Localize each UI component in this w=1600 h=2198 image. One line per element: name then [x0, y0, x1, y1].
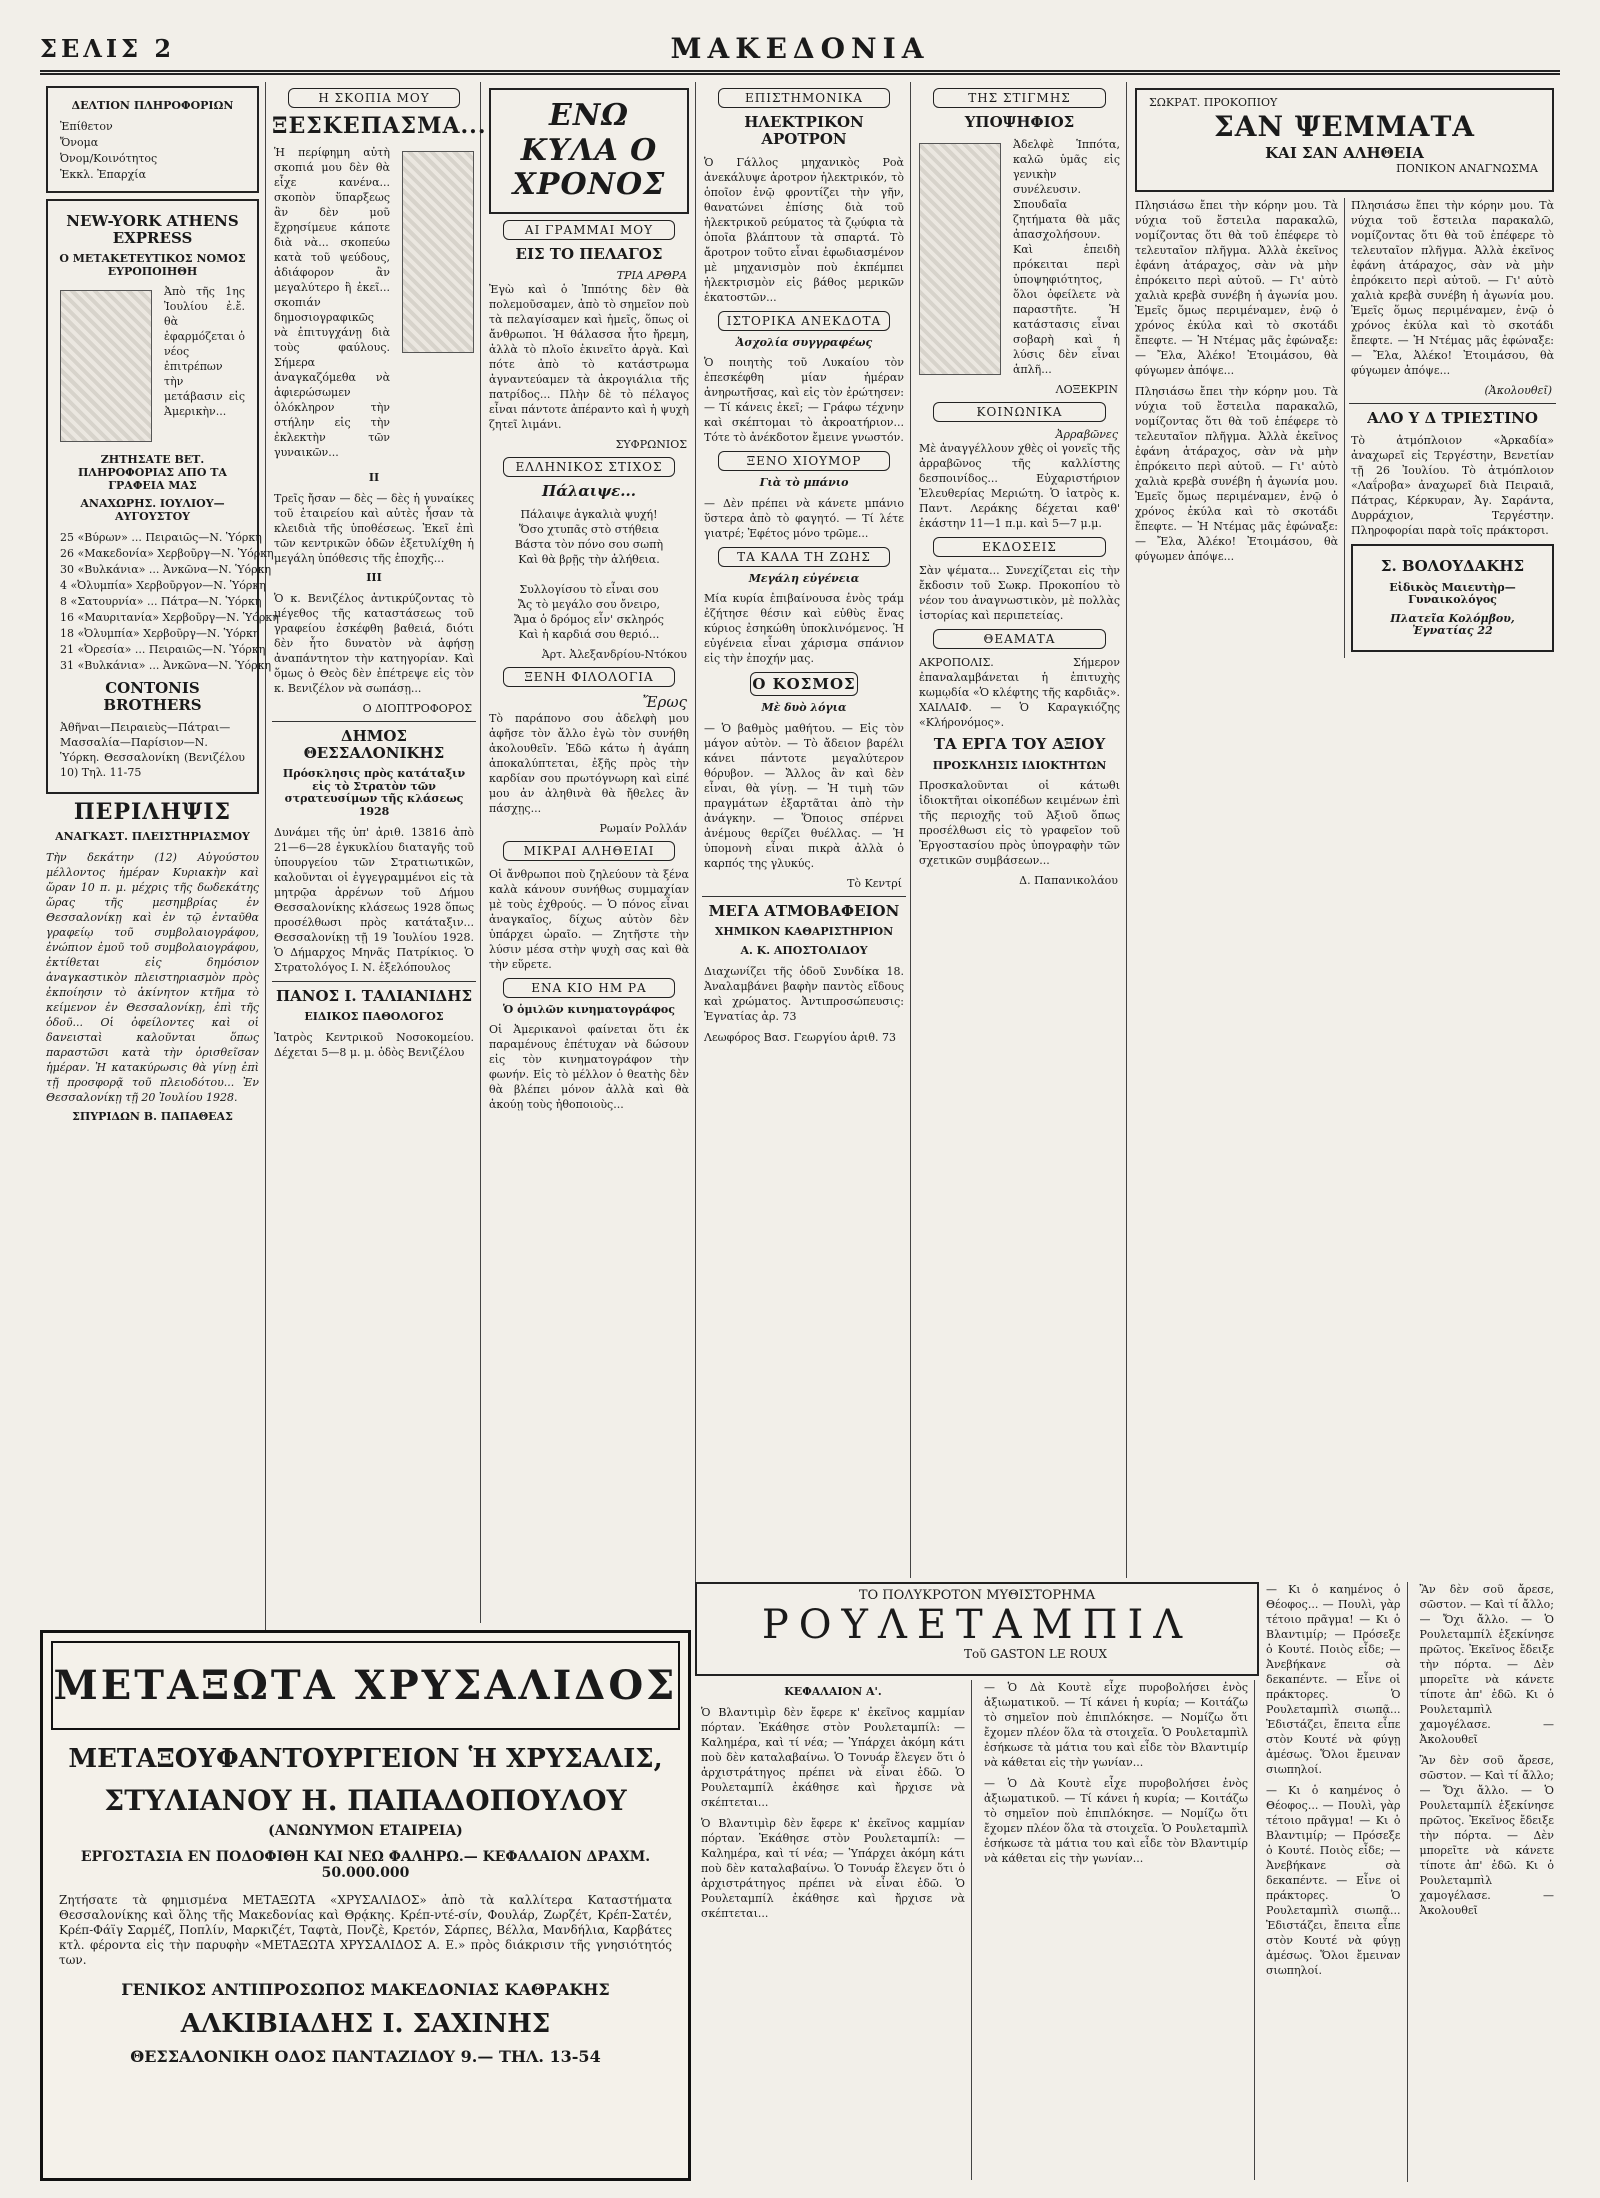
- article-title: ΥΠΟΨΗΦΙΟΣ: [964, 113, 1075, 131]
- theatre-text: ΑΚΡΟΠΟΛΙΣ. Σήμερον ἐπαναλαμβάνεται ἡ ἐπιτυχὴς κωμῳδία «Ὁ κλέφτης τῆς καρδιᾶς». ΧΑΙΛΑΙΦ. — Ὁ Καραγκιόζης «Κλήρονόμος».: [919, 656, 1120, 730]
- doctor-specialty: ΕΙΔΙΚΟΣ ΠΑΘΟΛΟΓΟΣ: [304, 1009, 444, 1023]
- anecdote-title: Ἀσχολία συγγραφέως: [735, 335, 873, 349]
- article-author: ΛΟΞΕΚΡΙΝ: [1055, 383, 1118, 397]
- article-text: Ἡ περίφημη αὐτὴ σκοπιά μου δὲν θὰ εἶχε κανένα... σκοπὸν ὕπαρξεως ἂν δὲν μοῦ ἔχρησίμευε κάποτε διὰ νὰ... σκοπεύω κατὰ τοῦ ψεύδους, ἀδιάφορον ἂν μεγαλύτερο ἢ ἐκεῖ... σκοπιάν δημοσιογραφικῶς νὰ ἐπιτυγχάνῃ διὰ τοὺς φαύλους. Σήμερα ἀναγκαζόμεθα νὰ ἀφιερώσωμεν ὁλόκληρον τὴν στήλην εἰς τὴν ἐκλεκτὴν τῶν γυναικῶν...: [274, 146, 390, 460]
- serial-text: — Ὁ Δὰ Κουτὲ εἶχε πυροβολήσει ἐνὸς ἀξιωματικοῦ. — Τί κάνει ἡ κυρία; — Κοιτάζω τὸ σημεῖον ποὺ ἐπιπλόκησε. — Νομίζω ὅτι ἔχομεν πλέον ὅλα τὰ στοιχεῖα. Ὁ Ρουλεταμπὶλ ἐσήκωσε τὰ μάτια του καὶ εἶδε τὸν Βλαντιμίρ νὰ κάθεται εἰς τὴν γωνίαν...: [984, 1681, 1248, 1769]
- sailing-item: 26 «Μακεδονία» Χερβοῦργ—Ν. Ὑόρκη: [60, 546, 274, 560]
- section-numeral: III: [366, 570, 382, 584]
- column-kicker: ΤΑ ΚΑΛΑ ΤΗ ΖΩΗΣ: [718, 547, 890, 567]
- serial-text: Ὁ Βλαντιμὶρ δὲν ἔφερε κ' ἐκεῖνος καμμίαν πόρταν. Ἐκάθησε στὸν Ρουλεταμπίλ: — Καλημέρα, καὶ τί νέα; — Ὑπάρχει ἀκόμη κάτι ποὺ δὲν καταλαβαίνω. Ὁ Τονυάρ ἔλεγεν ὅτι ὁ ἀρχιστράτηγος πρέπει νὰ εἶναι ἐδῶ. Ὁ Ρουλεταμπίλ ἐκάθησε καὶ ἤρχισε νὰ σκέπτεται...: [701, 1705, 965, 1809]
- cinema-text: Οἱ Ἀμερικανοὶ φαίνεται ὅτι ἐκ παραμένους ἐπέτυχαν νὰ δώσουν εἰς τὸν κινηματογράφον τὴν φωνήν. Εἰς τὸ μέλλον ὁ θεατὴς δὲν θὰ βλέπει μόνον ἀλλὰ καὶ θὰ ἀκούῃ τοὺς ἠθοποιοὺς...: [489, 1023, 689, 1112]
- shipping-ad: [46, 199, 279, 794]
- story-title: Ἔρως: [642, 692, 687, 711]
- column-kicker: ΕΠΙΣΤΗΜΟΝΙΚΑ: [718, 88, 890, 108]
- section-numeral: II: [368, 471, 380, 485]
- shipping-title: NEW-YORK ATHENS EXPRESS: [66, 211, 239, 247]
- serial-body: [695, 1680, 1255, 2180]
- masthead: [40, 30, 1560, 75]
- form-field: Ὀνομ/Κοινότητος: [60, 151, 158, 165]
- world-heading: Ο ΚΟΣΜΟΣ: [750, 672, 858, 696]
- article-author: ΣΥΦΡΩΝΙΟΣ: [615, 438, 687, 452]
- sailing-item: 21 «Ὀρεσία» ... Πειραιῶς—Ν. Ὑόρκη: [60, 642, 266, 656]
- column-kicker: ΕΛΛΗΝΙΚΟΣ ΣΤΙΧΟΣ: [503, 457, 675, 477]
- silk-advertisement: [40, 1630, 691, 2181]
- article-text: Ὁ κ. Βενιζέλος ἀντικρύζοντας τὸ μέγεθος τῆς καταστάσεως τοῦ γραφείου ἐσκέφθη βαθειά, διότι δὲν ἦτο δυνατὸν νὰ ἀφήσῃ ἀναπάντητον τὴν κατηγορίαν. Καὶ ὅμως ὁ Θεὸς δὲν ἐπέτρεψε εἰς τὸν κ. Βενιζέλον νὰ σωπάσῃ...: [274, 591, 474, 695]
- doctor-specialty: Εἰδικὸς Μαιευτὴρ—Γυναικολόγος: [1389, 580, 1516, 607]
- story-text: Τὸ παράπονο σου ἀδελφὴ μου ἀφῆσε τὸν ἄλλο ἐγὼ τὸν συνήθη ἀκολουθεῖν. Ἐδῶ κάτω ἡ ἀγάπη ἀποκαλύπτεται, ἐξῆς πρὸς τὴν καρδίαν σου πρωτόγνωρη καὶ εἰπέ μου ἀν ἀληθινὰ θὰ ἤθελες ἂν πάσχῃς...: [489, 711, 689, 815]
- column-kicker: ΞΕΝΟ ΧΙΟΥΜΟΡ: [718, 451, 890, 471]
- serial-kicker: ΤΟ ΠΟΛΥΚΡΟΤΟΝ ΜΥΘΙΣΤΟΡΗΜΑ: [858, 1588, 1096, 1603]
- info-form-ad: [46, 86, 259, 193]
- column-kicker: Η ΣΚΟΠΙΑ ΜΟΥ: [288, 88, 460, 108]
- departures-heading: ΑΝΑΧΩΡΗΣ. ΙΟΥΛΙΟΥ—ΑΥΓΟΥΣΤΟΥ: [80, 497, 225, 523]
- sailing-item: 30 «Βυλκάνια» ... Ἀνκῶνα—Ν. Ὑόρκη: [60, 562, 272, 576]
- info-form-fields: [60, 119, 245, 183]
- article-text: Τρεῖς ἤσαν — δὲς — δὲς ἡ γυναίκες τοῦ ἐταιρείου καὶ αὐτὲς ἦσαν τὰ κλειδιὰ τῆς ὑποθέσεως. Ἐκεῖ ἐπὶ τῶν κεντρικῶν ὁδῶν ἐξετυλίχθη ἡ μεγάλη ὑπόθεσις τῆς ἐποχῆς...: [274, 491, 474, 565]
- ad-body: Ζητήσατε τὰ φημισμένα ΜΕΤΑΞΩΤΑ «ΧΡΥΣΑΛΙΔΟΣ» ἀπὸ τὰ καλλίτερα Καταστήματα Θεσσαλονίκης καὶ ὅλης τῆς Μακεδονίας καὶ Θρᾴκης. Κρέπ-ντέ-σίν, Φουλάρ, Ζωρζέτ, Κρέπ-Σατέν, Κρέπ-Φάϊγ Σαρμέζ, Ποπλίν, Μαρκιζέτ, Ταφτὰ, Πονζὲ, Κρετόν, Σάρπες, Βέλλα, Μανδήλια, Καρβάτες κτλ. φέροντα εἰς τὴν παρυφὴν «ΜΕΤΑΞΩΤΑ ΧΡΥΣΑΛΙΔΟΣ Α. Ε.» πρὸς διάκρισιν τῆς γνησιότητός των.: [59, 1893, 672, 1967]
- serial-author: Τοῦ GASTON LE ROUX: [963, 1647, 1107, 1661]
- shipping-subtitle: Ο ΜΕΤΑΚΕΤΕΥΤΙΚΟΣ ΝΟΜΟΣ ΕΥΡΟΠΟΙΗΘΗ: [59, 252, 246, 278]
- banner-title-2: ΚΑΙ ΣΑΝ ΑΛΗΘΕΙΑ: [1265, 144, 1424, 163]
- ship-illustration: [60, 290, 152, 442]
- world-text: — Ὁ βαθμὸς μαθήτου. — Εἰς τὸν μάγον αὐτὸν. — Τὸ ἄδειον βαρέλι κάνει πάντοτε μεγαλύτερον θόρυβον. — Ἄλλος ἂν καὶ δὲν εἶναι, θὰ γίνῃ. — Ἡ τιμὴ τῶν πραγμάτων ἐξαρτᾶται ἀπὸ τὴν ἀνάγκην. — Ὅποιος σπέρνει ἀνέμους θερίζει θυέλλας. — Ἡ ὑπομονὴ εἶναι πικρὰ ἀλλὰ ὁ καρπός της γλυκύς.: [704, 722, 904, 871]
- works-title: ΤΑ ΕΡΓΑ ΤΟΥ ΑΞΙΟΥ: [933, 735, 1106, 754]
- notice-title: ΠΕΡΙΛΗΨΙΣ: [73, 799, 232, 826]
- notice-subtitle: ΑΝΑΓΚΑΣΤ. ΠΛΕΙΣΤΗΡΙΑΣΜΟΥ: [55, 830, 250, 844]
- social-title: Ἀρραβῶνες: [1055, 428, 1118, 442]
- figure-illustration: [919, 143, 1001, 375]
- article-subtitle: ΤΡΙΑ ΑΡΘΡΑ: [616, 269, 687, 283]
- newspaper-title: ΜΑΚΕΔΟΝΙΑ: [670, 32, 930, 65]
- cinema-title: Ὁ ὁμιλῶν κινηματογράφος: [503, 1002, 675, 1016]
- form-field: Ἐκκλ. Ἐπαρχία: [60, 167, 147, 181]
- poem-text: Πάλαιψε ἀγκαλιὰ ψυχή! Ὅσο χτυπᾶς στὸ στήθεια Βάστα τὸν πόνο σου σωπὴ Καὶ θὰ βρῇς τὴν ἀλήθεια. Συλλογίσου τὸ εἶναι σου Ἄς τὸ μεγάλο σου ὄνειρο, Ἄμα ὁ δρόμος εἶν' σκληρός Καὶ ἡ καρδιά σου θεριό...: [514, 507, 664, 641]
- shipping-info-line: ΖΗΤΗΣΑΤΕ ΒΕΤ. ΠΛΗΡΟΦΟΡΙΑΣ ΑΠΟ ΤΑ ΓΡΑΦΕΙΑ ΜΑΣ: [78, 453, 227, 492]
- notice-text: Τὴν δεκάτην (12) Αὐγούστου μέλλοντος ἡμέραν Κυριακὴν καὶ ὥραν 10 π. μ. μέχρις τῆς δωδεκάτης ὥρας τῆς μεσημβρίας ἐν Θεσσαλονίκῃ καὶ ἐν τῷ ἐνταῦθα γραφείῳ τοῦ συμβολαιογράφου, ἐνώπιον ἐμοῦ τοῦ συμβολαιογράφου, ἐκτίθεται εἰς δημόσιον ἀναγκαστικὸν πλειστηριασμὸν πρὸς ἐκποίησιν τὸ ἀκίνητον κτῆμα τὸ κείμενον ἐν Θεσσαλονίκῃ, ἐπὶ τῆς ὁδοῦ... Οἱ ὀφείλοντες καὶ οἱ δανεισταὶ καλοῦνται ὅπως παραστῶσι κατὰ τὴν ὁρισθεῖσαν ἡμέραν. Ἡ κατακύρωσις θὰ γίνῃ ἐπὶ τῇ προσφορᾷ τοῦ πλειοδότου... Ἐν Θεσσαλονίκῃ τῇ 20 Ἰουλίου 1928.: [46, 851, 259, 1105]
- banner-title: ΕΝΩ ΚΥΛΑ Ο ΧΡΟΝΟΣ: [512, 98, 666, 203]
- doctor-address: Ἰατρὸς Κεντρικοῦ Νοσοκομείου. Δέχεται 5—8 μ. μ. ὁδὸς Βενιζέλου: [274, 1030, 474, 1059]
- story-author: Ρωμαίν Ρολλάν: [599, 821, 687, 835]
- notice-title: ΔΗΜΟΣ ΘΕΣΣΑΛΟΝΙΚΗΣ: [303, 726, 445, 762]
- shipping-text: Ἀπὸ τῆς 1ης Ἰουλίου ἐ.ἔ. θὰ ἐφαρμόζεται ὁ νέος ἐπιτρέπων τὴν μετάβασιν εἰς Ἀμερικὴν...: [164, 285, 245, 419]
- serial-body-right: [1260, 1582, 1560, 2182]
- info-form-title: ΔΕΛΤΙΟΝ ΠΛΗΡΟΦΟΡΙΩΝ: [71, 99, 234, 112]
- humor-title: Γιὰ τὸ μπάνιο: [759, 476, 849, 490]
- humor-text: — Δὲν πρέπει νὰ κάνετε μπάνιο ὕστερα ἀπὸ τὸ φαγητό. — Τί λέτε γιατρέ; Ἐφέτος μόνο τρῶμε...: [704, 496, 904, 540]
- article-title: ΞΕΣΚΕΠΑΣΜΑ...: [272, 113, 487, 139]
- column-kicker: ΜΙΚΡΑΙ ΑΛΗΘΕΙΑΙ: [503, 841, 675, 861]
- serial-text: Πλησιάσω ἔπει τὴν κόρην μου. Τὰ νύχια τοῦ ἔστειλα παρακαλῶ, νομίζοντας ὅτι θὰ τοῦ ἐπέφερε τὸ τελευταῖον πλῆγμα. Ἀλλὰ ἐκεῖνος ἐφάνη ἀτάραχος, σὰν νὰ μὴν ἐπρόκειτο περὶ αὐτοῦ. — Γι' αὐτὸ χαλιὰ κρεβὰ συνέβη ἡ ἀγωνία μου. Ἐμεῖς ὅμως περιμέναμεν, ἐνῷ ὁ χρόνος ἐκύλα καὶ τὸ σκοτάδι ἔπεφτε. — Ἡ Ντέμας μᾶς ἐφώναξε: — Ἔλα, Ἀλέκο! Ἐτοιμάσου, θὰ φύγωμεν ἀπόψε...: [1135, 385, 1338, 563]
- item-text: Μία κυρία ἐπιβαίνουσα ἑνὸς τράμ ἐζήτησε θέσιν καὶ εὐθὺς ἕνας κύριος ἐσηκώθη ὑποκλινόμενος. Ἡ εὐγένεια εἶναι χάρισμα σπάνιον εἰς τὴν ἐποχήν μας.: [704, 592, 904, 666]
- ad-line: ΣΤΥΛΙΑΝΟΥ Η. ΠΑΠΑΔΟΠΟΥΛΟΥ: [104, 1784, 627, 1817]
- truths-text: Οἱ ἄνθρωποι ποὺ ζηλεύουν τὰ ξένα καλὰ κάνουν συνήθως συμμαχίαν μὲ τοὺς ἐχθρούς. — Ὁ πόνος εἶναι ἀναγκαῖος, δίχως αὐτὸν δὲν ὑπάρχει ὡραῖο. — Ζητῆστε τὴν λύσιν μέσα στὴν ψυχὴ σας καὶ θὰ τὴν εὕρετε.: [489, 867, 689, 971]
- works-author: Δ. Παπανικολάου: [1019, 874, 1118, 888]
- books-text: Σὰν ψέματα... Συνεχίζεται εἰς τὴν ἔκδοσιν τοῦ Σωκρ. Προκοπίου τὸ νέον του ἀναγνωστικὸν, μὲ πολλὰς ἱστορίας καὶ περιπετείας.: [919, 564, 1120, 623]
- sailing-item: 18 «Ὀλυμπία» Χερβοῦργ—Ν. Ὑόρκη: [60, 626, 260, 640]
- serial-banner: [1135, 88, 1554, 192]
- ad-line: ΓΕΝΙΚΟΣ ΑΝΤΙΠΡΟΣΩΠΟΣ ΜΑΚΕΔΟΝΙΑΣ ΚΑΘΡΑΚΗΣ: [121, 1980, 610, 1999]
- sailing-list: [60, 530, 279, 674]
- serial-text: — Κι ὁ καημένος ὁ Θέοφος... — Πουλὶ, γὰρ τέτοιο πρᾶγμα! — Κι ὁ Βλαντιμίρ; — Πρόσεξε ὁ Κουτέ. Ποιὸς εἶδε; — Ἀνεβήκανε σὰ δεκαπέντε. — Εἶνε οἱ πράκτορες. Ὁ Ρουλεταμπὶλ σιωπᾷ... Ἐδιστάζει, ἔπειτα εἶπε στὸν Κουτέ νὰ φύγῃ ἀμέσως. Ὅλοι ἔμειναν σιωπηλοί.: [1266, 1784, 1401, 1977]
- ad-line: ΜΕΤΑΞΟΥΦΑΝΤΟΥΡΓΕΙΟΝ Ἡ ΧΡΥΣΑΛΙΣ,: [68, 1744, 663, 1774]
- serial-text: Πλησιάσω ἔπει τὴν κόρην μου. Τὰ νύχια τοῦ ἔστειλα παρακαλῶ, νομίζοντας ὅτι θὰ τοῦ ἐπέφερε τὸ τελευταῖον πλῆγμα. Ἀλλὰ ἐκεῖνος ἐφάνη ἀτάραχος, σὰν νὰ μὴν ἐπρόκειτο περὶ αὐτοῦ. — Γι' αὐτὸ χαλιὰ κρεβὰ συνέβη ἡ ἀγωνία μου. Ἐμεῖς ὅμως περιμέναμεν, ἐνῷ ὁ χρόνος ἐκύλα καὶ τὸ σκοτάδι ἔπεφτε. — Ἡ Ντέμας μᾶς ἐφώναξε: — Ἔλα, Ἀλέκο! Ἐτοιμάσου, θὰ φύγωμεν ἀπόψε...: [1351, 199, 1554, 377]
- ad-line: (ΑΝΩΝΥΜΟΝ ΕΤΑΙΡΕΙΑ): [268, 1823, 463, 1839]
- social-text: Μὲ ἀναγγέλλουν χθὲς οἱ γονεῖς τῆς ἀρραβῶνος τῆς καλλίστης δεσποινίδος... Εὐχαριστήριον Ἐλευθερίας Μεριώτη. Ὁ ἰατρὸς κ. Παντ. Λεράκης δέχεται καθ' ἑκάστην 11—1 π.μ. καὶ 5—7 μ.μ.: [919, 442, 1120, 531]
- form-field: Ἐπίθετον: [60, 119, 113, 133]
- column-banner: [489, 88, 689, 214]
- world-author: Τὸ Κεντρί: [847, 877, 902, 891]
- article-text: Ἐγὼ καὶ ὁ Ἰππότης δὲν θὰ πολεμοῦσαμεν, ἀπὸ τὸ σημεῖον ποὺ τὰ πελαγίσαμεν καὶ ἡμεῖς, ὅπως οἱ ἄνθρωποι. Ἡ θάλασσα ἦτο ἤρεμη, ἀλλὰ τὸ πλοῖο ἐκινεῖτο ἀργὰ. Καὶ πότε ἀπὸ τὸ κατάστρωμα ἀγναντεύαμεν τὰ ἀκρογιάλια τῆς πατρίδος... Πλὴν δὲ τὸ πέλαγος εἶναι πάντοτε ἀπέραντο καὶ ἡ ψυχὴ ζητεῖ λιμάνι.: [489, 283, 689, 432]
- column-kicker: ΤΗΣ ΣΤΙΓΜΗΣ: [933, 88, 1105, 108]
- sailing-item: 31 «Βυλκάνια» ... Ἀνκῶνα—Ν. Ὑόρκη: [60, 658, 272, 672]
- article-text: Ὁ Γάλλος μηχανικὸς Ροὰ ἀνεκάλυψε ἀροτρον ἠλεκτρικόν, τὸ ὁποῖον ἐνῷ φροντίζει τὴν γῆν, θανατώνει ἐπίσης διὰ τοῦ ἠλεκτρικοῦ ρεύματος τὰ ζῳύφια τὰ ὁποῖα βλάπτουν τὰ σπαρτά. Τὸ ἄροτρον τοῦτο εἶναι ἐφωδιασμένον μὲ μηχανισμὸν ποὺ ἐκπέμπει ἠλεκτρισμὸν εἰς βάθος μερικῶν ἑκατοστῶν...: [704, 155, 904, 304]
- column-kicker: ΕΝΑ ΚΙΟ ΗΜ ΡΑ: [503, 978, 675, 998]
- ad-title: ΜΕΤΑΞΩΤΑ ΧΡΥΣΑΛΙΔΟΣ: [53, 1662, 678, 1709]
- column-kicker: ΕΚΔΟΣΕΙΣ: [933, 537, 1105, 557]
- article-title: ΗΛΕΚΤΡΙΚΟΝ ΑΡΟΤΡΟΝ: [744, 113, 864, 149]
- column-kicker: ΘΕΑΜΑΤΑ: [933, 629, 1105, 649]
- company-address: Ἀθῆναι—Πειραιεὺς—Πάτραι—Μασσαλία—Παρίσιον—Ν. Ὑόρκη. Θεσσαλονίκη (Βενιζέλου 10) Τηλ. 11-75: [60, 721, 245, 780]
- notice-signature: ΣΠΥΡΙΔΩΝ Β. ΠΑΠΑΘΕΑΣ: [72, 1110, 233, 1124]
- serial-banner: [695, 1582, 1259, 1676]
- column-kicker: ΞΕΝΗ ΦΙΛΟΛΟΓΙΑ: [503, 667, 675, 687]
- page-number: ΣΕΛΙΣ 2: [40, 34, 176, 63]
- sailing-item: 16 «Μαυριτανία» Χερβοῦργ—Ν. Ὑόρκη: [60, 610, 279, 624]
- ad-text: Διαχωνίζει τῆς ὁδοῦ Συνδίκα 18. Ἀναλαμβάνει βαφὴν παντὸς εἴδους καὶ χρώματος. Ἀντιπροσώπευσις: Ἐγνατίας ἀρ. 73: [704, 964, 904, 1023]
- anecdote-text: Ὁ ποιητὴς τοῦ Λυκαίου τὸν ἐπεσκέφθη μίαν ἡμέραν ἀνηρωτῆσας, καὶ εἰς τὸν ἐρώτησεν: — Τί κάνεις ἐκεῖ; — Γράφω τέχνην καὶ σκέπτομαι τὸ ἀκροατήριον... Τότε τὸ ἀνέκδοτον ἔμεινε γνωστόν.: [704, 356, 904, 445]
- works-text: Προσκαλοῦνται οἱ κάτωθι ἰδιοκτῆται οἰκοπέδων κειμένων ἐπὶ τῆς περιοχῆς τοῦ Ἀξιοῦ ὅπως προσέλθωσι εἰς τὸ γραφεῖον τοῦ Ἐργοστασίου πρὸς ὑπογραφὴν τῶν σχετικῶν συμβάσεων...: [919, 779, 1120, 868]
- notice-text: Δυνάμει τῆς ὑπ' ἀριθ. 13816 ἀπὸ 21—6—28 ἐγκυκλίου διαταγῆς τοῦ ὑπουργείου τῶν Στρατιωτικῶν, καλοῦνται οἱ ἐγγεγραμμένοι εἰς τὰ μητρῷα ἀρρένων τοῦ Δήμου Θεσσαλονίκης κλάσεως 1928 ὅπως προσέλθωσι πρὸς κατάταξιν... Θεσσαλονίκῃ τῇ 19 Ἰουλίου 1928. Ὁ Δήμαρχος Μηνᾶς Πατρίκιος. Ὁ Στρατολόγος Ι. Ν. ἐξελόπουλος: [274, 825, 474, 974]
- sailing-item: 4 «Ὀλυμπία» Χερβοῦργον—Ν. Ὑόρκη: [60, 578, 266, 592]
- article-title: ΕΙΣ ΤΟ ΠΕΛΑΓΟΣ: [515, 245, 663, 263]
- column-5: [913, 82, 1127, 1578]
- ad-name: Α. Κ. ΑΠΟΣΤΟΛΙΔΟΥ: [740, 943, 868, 957]
- poem-author: Ἀρτ. Ἀλεξανδρίου-Ντόκου: [541, 647, 687, 661]
- serial-text: Ὁ Βλαντιμὶρ δὲν ἔφερε κ' ἐκεῖνος καμμίαν πόρταν. Ἐκάθησε στὸν Ρουλεταμπίλ: — Καλημέρα, καὶ τί νέα; — Ὑπάρχει ἀκόμη κάτι ποὺ δὲν καταλαβαίνω. Ὁ Τονυάρ ἔλεγεν ὅτι ὁ ἀρχιστράτηγος πρέπει νὰ εἶναι ἐδῶ. Ὁ Ρουλεταμπίλ ἐκάθησε καὶ ἤρχισε νὰ σκέπτεται...: [701, 1816, 965, 1920]
- works-subtitle: ΠΡΟΣΚΛΗΣΙΣ ΙΔΙΟΚΤΗΤΩΝ: [932, 758, 1107, 772]
- notice-subtitle: Πρόσκλησις πρὸς κατάταξιν εἰς τὸ Στρατὸν τῶν στρατευσίμων τῆς κλάσεως 1928: [282, 767, 466, 818]
- company-name: CONTONIS BROTHERS: [103, 678, 202, 714]
- doctor-name: ΠΑΝΟΣ Ι. ΤΑΛΙΑΝΙΔΗΣ: [275, 986, 473, 1005]
- ad-line: ΕΡΓΟΣΤΑΣΙΑ ΕΝ ΠΟΔΟΦΙΘΗ ΚΑΙ ΝΕΩ ΦΑΛΗΡΩ.— ΚΕΦΑΛΑΙΟΝ ΔΡΑΧΜ. 50.000.000: [80, 1849, 651, 1881]
- doctor-name: Σ. ΒΟΛΟΥΔΑΚΗΣ: [1380, 557, 1525, 576]
- column-kicker: ΚΟΙΝΩΝΙΚΑ: [933, 402, 1105, 422]
- ad-line: ΑΛΚΙΒΙΑΔΗΣ Ι. ΣΑΧΙΝΗΣ: [180, 2009, 551, 2039]
- doctor-address: Πλατεῖα Κολόμβου, Ἐγνατίας 22: [1390, 611, 1515, 638]
- sailing-item: 25 «Βύρων» ... Πειραιῶς—Ν. Ὑόρκη: [60, 530, 262, 544]
- column-kicker: ΑΙ ΓΡΑΜΜΑΙ ΜΟΥ: [503, 220, 675, 240]
- ad-title: ΜΕΓΑ ΑΤΜΟΒΑΦΕΙΟΝ: [708, 902, 900, 921]
- banner-subtitle: ΠΟΝΙΚΟΝ ΑΝΑΓΝΩΣΜΑ: [1396, 162, 1538, 176]
- ad-subtitle: ΧΗΜΙΚΟΝ ΚΑΘΑΡΙΣΤΗΡΙΟΝ: [714, 925, 894, 939]
- doctor-ad: [1351, 544, 1554, 652]
- column-kicker: ΙΣΤΟΡΙΚΑ ΑΝΕΚΔΟΤΑ: [718, 311, 890, 331]
- serial-text: Πλησιάσω ἔπει τὴν κόρην μου. Τὰ νύχια τοῦ ἔστειλα παρακαλῶ, νομίζοντας ὅτι θὰ τοῦ ἐπέφερε τὸ τελευταῖον πλῆγμα. Ἀλλὰ ἐκεῖνος ἐφάνη ἀτάραχος, σὰν νὰ μὴν ἐπρόκειτο περὶ αὐτοῦ. — Γι' αὐτὸ χαλιὰ κρεβὰ συνέβη ἡ ἀγωνία μου. Ἐμεῖς ὅμως περιμέναμεν, ἐνῷ ὁ χρόνος ἐκύλα καὶ τὸ σκοτάδι ἔπεφτε. — Ἡ Ντέμας μᾶς ἐφώναξε: — Ἔλα, Ἀλέκο! Ἐτοιμάσου, θὰ φύγωμεν ἀπόψε...: [1135, 199, 1338, 377]
- column-3: [483, 82, 696, 1623]
- ad-address: Λεωφόρος Βασ. Γεωργίου ἀριθ. 73: [704, 1030, 896, 1044]
- article-author: Ο ΔΙΟΠΤΡΟΦΟΡΟΣ: [362, 701, 472, 715]
- column-2: [268, 82, 487, 1623]
- trieste-text: Τὸ ἀτμόπλοιον «Ἀρκαδία» ἀναχωρεῖ εἰς Τεργέστην, Βενετίαν τῇ 26 Ἰουλίου. Τὸ ἀτμόπλοιον «Λαΐροβα» ἀναχωρεῖ διὰ Πειραιᾶ, Πάτρας, Κέρκυραν, Ἀγ. Σαράντα, Δυρράχιον, Τεργέστην. Πληροφορίαι παρὰ τοῖς πράκτορσι.: [1351, 434, 1554, 538]
- serial-text: Ἂν δὲν σοῦ ἄρεσε, σῶστον. — Καὶ τί ἄλλο; — Ὄχι ἄλλο. — Ὁ Ρουλεταμπίλ ἐξεκίνησε πρῶτος. Ἐκεῖνος ἔδειξε τὴν πόρτα. — Δὲν μπορεῖτε νὰ κάνετε τίποτε ἀπ' ἐδῶ. Κι ὁ Ρουλεταμπὶλ χαμογέλασε. — Ἀκολουθεῖ: [1419, 1754, 1554, 1917]
- serial-text: Ἂν δὲν σοῦ ἄρεσε, σῶστον. — Καὶ τί ἄλλο; — Ὄχι ἄλλο. — Ὁ Ρουλεταμπίλ ἐξεκίνησε πρῶτος. Ἐκεῖνος ἔδειξε τὴν πόρτα. — Δὲν μπορεῖτε νὰ κάνετε τίποτε ἀπ' ἐδῶ. Κι ὁ Ρουλεταμπὶλ χαμογέλασε. — Ἀκολουθεῖ: [1419, 1583, 1554, 1746]
- sailing-item: 8 «Σατουρνία» ... Πάτρα—Ν. Ὑόρκη: [60, 594, 262, 608]
- serial-title: ΡΟΥΛΕΤΑΜΠΙΛ: [761, 1602, 1193, 1648]
- serial-text: — Ὁ Δὰ Κουτὲ εἶχε πυροβολήσει ἐνὸς ἀξιωματικοῦ. — Τί κάνει ἡ κυρία; — Κοιτάζω τὸ σημεῖον ποὺ ἐπιπλόκησε. — Νομίζω ὅτι ἔχομεν πλέον ὅλα τὰ στοιχεῖα. Ὁ Ρουλεταμπὶλ ἐσήκωσε τὰ μάτια του καὶ εἶδε τὸν Βλαντιμίρ νὰ κάθεται εἰς τὴν γωνίαν...: [984, 1777, 1248, 1865]
- serial-text: — Κι ὁ καημένος ὁ Θέοφος... — Πουλὶ, γὰρ τέτοιο πρᾶγμα! — Κι ὁ Βλαντιμίρ; — Πρόσεξε ὁ Κουτέ. Ποιὸς εἶδε; — Ἀνεβήκανε σὰ δεκαπέντε. — Εἶνε οἱ πράκτορες. Ὁ Ρουλεταμπὶλ σιωπᾷ... Ἐδιστάζει, ἔπειτα εἶπε στὸν Κουτέ νὰ φύγῃ ἀμέσως. Ὅλοι ἔμειναν σιωπηλοί.: [1266, 1583, 1401, 1776]
- poem-title: Πάλαιψε...: [542, 482, 636, 501]
- caricature-illustration: [402, 151, 474, 353]
- serial-continues: (Ἀκολουθεῖ): [1484, 384, 1552, 397]
- world-subtitle: Μὲ δυὸ λόγια: [761, 701, 847, 715]
- serial-chapter: ΚΕΦΑΛΑΙΟΝ Α'.: [784, 1685, 882, 1698]
- article-text: Ἀδελφὲ Ἱππότα, καλῶ ὑμᾶς εἰς γενικὴν συνέλευσιν. Σπουδαῖα ζητήματα θὰ μᾶς ἀπασχολήσουν. Καὶ ἐπειδὴ πρόκειται περὶ ὑποψηφιότητος, ὅλοι ὀφείλετε νὰ παραστῆτε. Ἡ κατάστασις εἶναι σοβαρὴ καὶ ἡ λύσις δὲν εἶναι ἁπλῆ...: [1013, 138, 1120, 377]
- form-field: Ὄνομα: [60, 135, 99, 149]
- item-title: Μεγάλη εὐγένεια: [748, 571, 860, 585]
- column-4: [698, 82, 911, 1578]
- ad-line: ΘΕΣΣΑΛΟΝΙΚΗ ΟΔΟΣ ΠΑΝΤΑΖΙΔΟΥ 9.— ΤΗΛ. 13-54: [130, 2047, 601, 2066]
- trieste-title: ΑΛΟ Υ Δ ΤΡΙΕΣΤΙΝΟ: [1367, 409, 1538, 427]
- banner-title-1: ΣΑΝ ΨΕΜΜΑΤΑ: [1213, 110, 1476, 143]
- banner-author: ΣΩΚΡΑΤ. ΠΡΟΚΟΠΙΟΥ: [1149, 96, 1278, 109]
- column-6: [1129, 82, 1560, 1578]
